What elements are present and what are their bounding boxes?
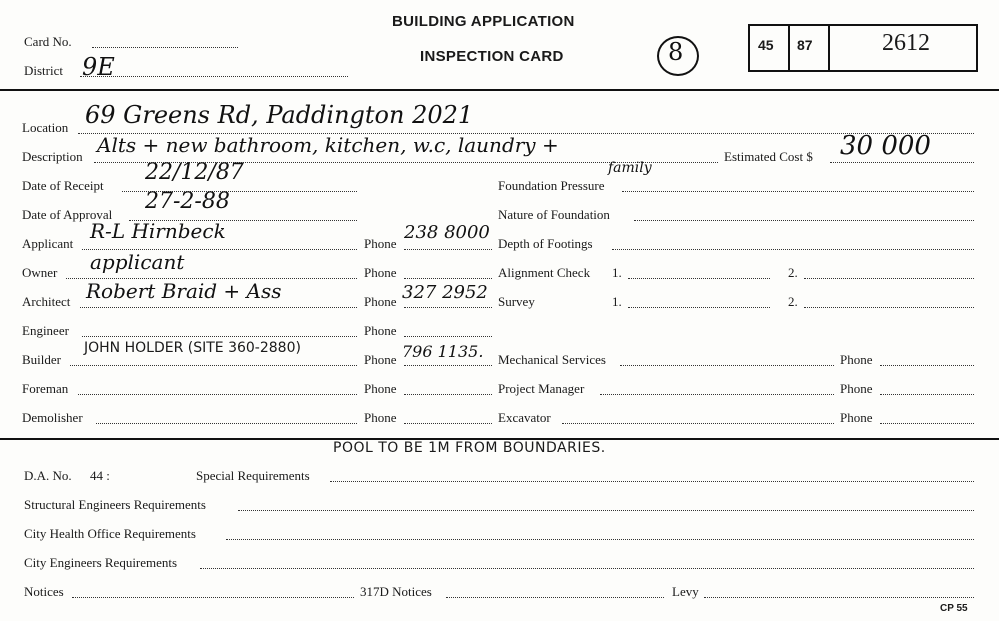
engineer-label: Engineer [22,323,69,338]
applicant-value: R-L Hirnbeck [90,219,226,243]
foreman-phone-line [404,394,492,395]
depth-of-footings-label: Depth of Footings [498,236,593,251]
da-no-label: D.A. No. [24,468,72,483]
architect-line [80,307,357,308]
district-value: 9E [82,53,115,81]
alignment-check-2-line [804,278,974,279]
date-of-receipt-label: Date of Receipt [22,178,104,193]
applicant-phone-value: 238 8000 [404,222,490,243]
date-of-approval-label: Date of Approval [22,207,113,222]
district-line [80,76,348,77]
notices-317d-label: 317D Notices [360,584,432,599]
structural-engineers-label: Structural Engineers Requirements [24,497,206,512]
builder-phone-label: Phone [364,352,397,367]
nature-of-foundation-line [634,220,974,221]
city-engineers-label: City Engineers Requirements [24,555,178,570]
foundation-pressure-label: Foundation Pressure [498,178,605,193]
applicant-phone-line [404,249,492,250]
special-requirements-label: Special Requirements [196,468,310,483]
title-line2: INSPECTION CARD [420,48,564,65]
card-no-line [92,47,238,48]
survey-label: Survey [498,294,535,309]
builder-phone-value: 796 1135. [402,342,484,361]
foreman-phone-label: Phone [364,381,397,396]
owner-phone-label: Phone [364,265,397,280]
excavator-line [562,423,834,424]
project-manager-phone-label: Phone [840,381,873,396]
engineer-line [82,336,357,337]
foreman-label: Foreman [22,381,69,396]
survey-1-line [628,307,770,308]
city-engineers-line [200,568,974,569]
project-manager-label: Project Manager [498,381,585,396]
excavator-label: Excavator [498,410,551,425]
alignment-check-1-line [628,278,770,279]
estimated-cost-label: Estimated Cost $ [724,149,813,164]
mechanical-services-label: Mechanical Services [498,352,606,367]
excavator-phone-label: Phone [840,410,873,425]
location-label: Location [22,120,69,135]
da-no-value: 44 : [90,468,110,483]
builder-value: JOHN HOLDER (SITE 360-2880) [84,340,301,356]
survey-2-label: 2. [788,294,798,309]
box1-value: 45 [758,37,774,53]
box3-value: 2612 [882,30,930,56]
estimated-cost-line [830,162,974,163]
demolisher-phone-label: Phone [364,410,397,425]
alignment-check-label: Alignment Check [498,265,591,280]
architect-label: Architect [22,294,71,309]
mechanical-services-line [620,365,834,366]
levy-line [704,597,974,598]
demolisher-label: Demolisher [22,410,83,425]
foreman-line [78,394,357,395]
foundation-pressure-line [622,191,974,192]
architect-phone-line [404,307,492,308]
engineer-phone-line [404,336,492,337]
architect-value: Robert Braid + Ass [86,279,282,303]
builder-line [70,365,357,366]
owner-phone-line [404,278,492,279]
date-of-receipt-value: 22/12/87 [145,160,244,185]
alignment-check-1-label: 1. [612,265,622,280]
survey-2-line [804,307,974,308]
box2-value: 87 [797,37,813,53]
notices-label: Notices [24,584,64,599]
notices-317d-line [446,597,664,598]
excavator-phone-line [880,423,974,424]
circled-number-value: 8 [668,38,684,66]
builder-phone-line [404,365,492,366]
engineer-phone-label: Phone [364,323,397,338]
applicant-phone-label: Phone [364,236,397,251]
district-label: District [24,63,63,78]
owner-value: applicant [90,250,185,274]
architect-phone-label: Phone [364,294,397,309]
estimated-cost-value: 30 000 [840,131,931,161]
special-requirements-line [330,481,974,482]
architect-phone-value: 327 2952 [402,282,488,303]
levy-label: Levy [672,584,699,599]
description-extra: family [608,160,652,176]
location-value: 69 Greens Rd, Paddington 2021 [85,101,474,129]
demolisher-phone-line [404,423,492,424]
card-number-box [748,24,978,72]
applicant-label: Applicant [22,236,74,251]
nature-of-foundation-label: Nature of Foundation [498,207,610,222]
mechanical-phone-line [880,365,974,366]
box-divider-2 [828,24,830,70]
builder-label: Builder [22,352,61,367]
project-manager-line [600,394,834,395]
box-divider-1 [788,24,790,70]
owner-label: Owner [22,265,58,280]
title-line1: BUILDING APPLICATION [392,13,575,30]
date-of-approval-value: 27-2-88 [145,189,230,214]
structural-engineers-line [238,510,974,511]
survey-1-label: 1. [612,294,622,309]
depth-of-footings-line [612,249,974,250]
form-code: CP 55 [940,603,968,614]
mechanical-phone-label: Phone [840,352,873,367]
description-value: Alts + new bathroom, kitchen, w.c, laundry + [97,133,559,157]
card-no-label: Card No. [24,34,72,49]
project-manager-phone-line [880,394,974,395]
city-health-label: City Health Office Requirements [24,526,196,541]
demolisher-line [96,423,357,424]
notices-line [72,597,354,598]
header-rule [0,89,999,91]
special-note: POOL TO BE 1M FROM BOUNDARIES. [333,440,606,456]
alignment-check-2-label: 2. [788,265,798,280]
city-health-line [226,539,974,540]
description-label: Description [22,149,83,164]
